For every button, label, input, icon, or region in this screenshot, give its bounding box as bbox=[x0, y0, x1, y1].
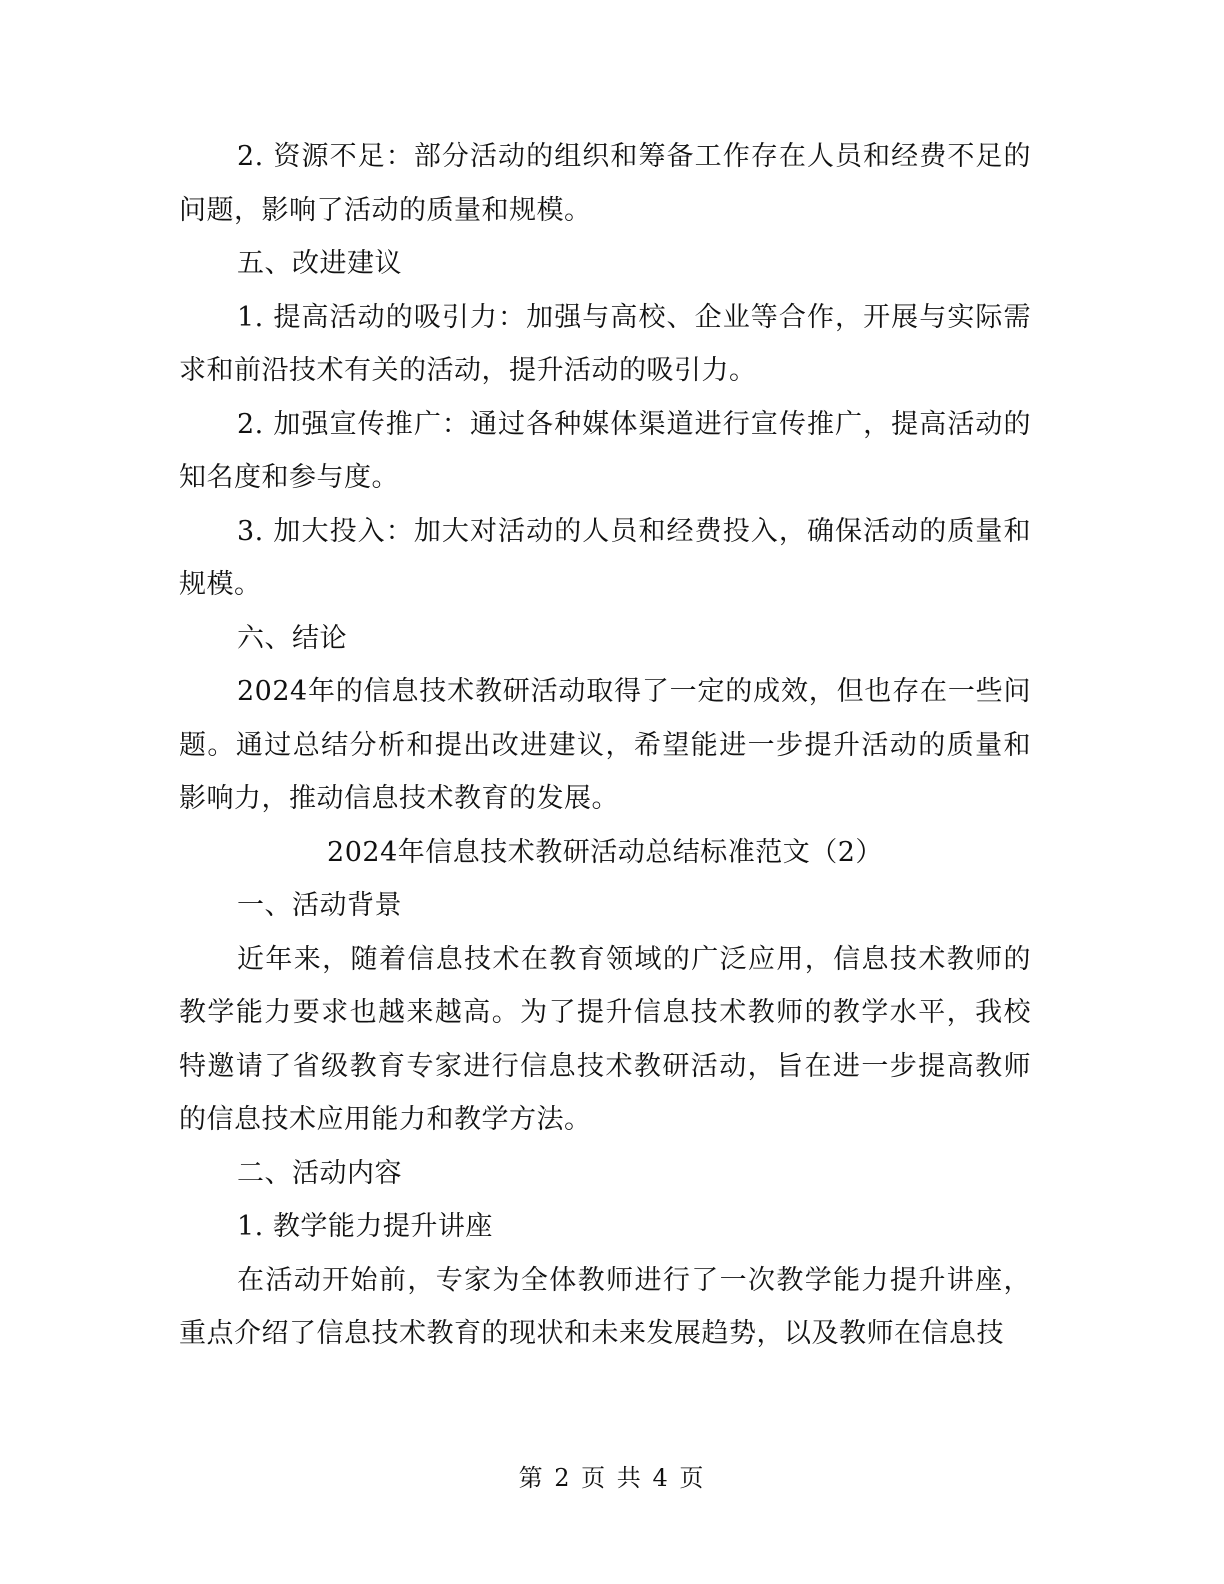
paragraph: 2024年的信息技术教研活动取得了一定的成效，但也存在一些问题。通过总结分析和提出改进建议，希望能进一步提升活动的质量和影响力，推动信息技术教育的发展。 bbox=[179, 676, 1031, 814]
page-footer: 第 2 页 共 4 页 bbox=[518, 1464, 706, 1492]
section-heading: 一、活动背景 bbox=[237, 890, 402, 921]
section-heading: 五、改进建议 bbox=[237, 248, 402, 279]
paragraph: 2. 加强宣传推广：通过各种媒体渠道进行宣传推广，提高活动的知名度和参与度。 bbox=[179, 408, 1031, 493]
section-heading: 二、活动内容 bbox=[237, 1157, 402, 1189]
paragraph: 在活动开始前，专家为全体教师进行了一次教学能力提升讲座，重点介绍了信息技术教育的现状和未来发展趋势，以及教师在信息技 bbox=[179, 1264, 1031, 1349]
paragraph: 2. 资源不足：部分活动的组织和筹备工作存在人员和经费不足的问题，影响了活动的质量和规模。 bbox=[179, 141, 1031, 226]
document-body bbox=[179, 130, 1031, 1361]
section-heading: 六、结论 bbox=[237, 622, 347, 654]
paragraph: 1. 提高活动的吸引力：加强与高校、企业等合作，开展与实际需求和前沿技术有关的活动，提升活动的吸引力。 bbox=[179, 301, 1031, 386]
subsection-heading: 1. 教学能力提升讲座 bbox=[237, 1211, 493, 1242]
paragraph: 近年来，随着信息技术在教育领域的广泛应用，信息技术教师的教学能力要求也越来越高。为了提升信息技术教师的教学水平，我校特邀请了省级教育专家进行信息技术教研活动，旨在进一步提高教师的信息技术应用能力和教学方法。 bbox=[179, 943, 1031, 1135]
document-title: 2024年信息技术教研活动总结标准范文（2） bbox=[327, 836, 883, 868]
paragraph: 3. 加大投入：加大对活动的人员和经费投入，确保活动的质量和规模。 bbox=[179, 515, 1031, 600]
